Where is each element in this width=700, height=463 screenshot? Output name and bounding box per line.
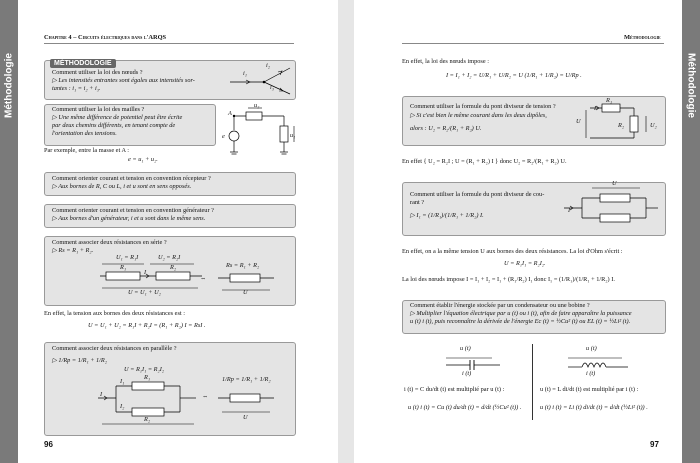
parallel-label-r2: R₂ — [144, 416, 151, 423]
example-text: Par exemple, entre la masse et A : — [44, 147, 129, 154]
left-page — [0, 0, 338, 463]
vd-label-u: U — [576, 118, 581, 125]
gutter — [338, 0, 354, 463]
series-u2: U₂ = R₂I — [158, 254, 181, 261]
header-rule — [44, 43, 294, 44]
mesh-circuit — [222, 104, 298, 162]
question: Comment utiliser la formule du pont diviseur de cou- — [410, 191, 545, 198]
vd-label-u2: U₂ — [650, 122, 657, 129]
answer-line: ▷ Les intensités entrantes sont égales aux intensités sor- — [52, 77, 195, 84]
current-divider-circuit — [562, 186, 660, 230]
page-number: 97 — [650, 440, 659, 449]
methodology-badge: MÉTHODOLOGIE — [50, 59, 116, 68]
paragraph-equation: I = I₁ + I₂ = U/R₁ + U/R₂ = U (1/R₁ + 1/R₂) = U/Rp . — [446, 72, 582, 79]
parallel-rp: 1/Rp = 1/R₁ + 1/R₂ — [222, 376, 271, 383]
label-u2: u₂ — [254, 102, 260, 109]
paragraph-equation: U = U₁ + U₂ = R₁I + R₂I = (R₁ + R₂) I = RsI . — [88, 322, 206, 329]
label-A: A — [228, 110, 232, 117]
page-number: 96 — [44, 440, 53, 449]
side-tab-right: Méthodologie — [682, 0, 700, 463]
header-rule — [402, 43, 664, 44]
paragraph: En effet, la tension aux bornes des deux résistances est : — [44, 310, 185, 317]
answer-line: ▷ Une même différence de potentiel peut être écrite — [52, 114, 183, 121]
answer-line: ▷ Multiplier l'équation électrique par u (t) ou i (t), afin de faire apparaître la puissance — [410, 310, 632, 317]
label-i3: i₃ — [270, 84, 274, 91]
series-circuit — [98, 262, 208, 292]
label-i2: i₂ — [266, 62, 270, 69]
paragraph: La loi des nœuds impose I = I₁ + I₂ = I₁ + (R₁/R₂) I₁ donc I₁ = (1/R₁)/(1/R₁ + 1/R₂) I. — [402, 276, 615, 283]
equivalence-symbol: ⇔ — [202, 393, 209, 400]
answer-line: ▷ Aux bornes d'un générateur, i et u sont dans le même sens. — [52, 215, 206, 222]
answer-line: ▷ Si c'est bien le même courant dans les deux dipôles, — [410, 112, 547, 119]
question: Comment utiliser la loi des mailles ? — [52, 106, 145, 113]
question: Comment associer deux résistances en parallèle ? — [52, 345, 177, 352]
cap-equation-1: i (t) = C du/dt (t) est multiplié par u (t) : — [404, 386, 505, 393]
cap-equation-2: u (t) i (t) = Cu (t) du/dt (t) = d/dt (½Cu² (t)) . — [408, 404, 522, 411]
example-equation: e = u₁ + u₂. — [128, 156, 158, 163]
inductor-symbol — [566, 356, 632, 370]
ind-label-u: u (t) — [586, 345, 597, 352]
cd-label-u: U — [612, 180, 617, 187]
right-page — [354, 0, 700, 463]
answer-line: tantes : i₁ = i₂ + i₃. — [52, 85, 101, 92]
answer-line: alors : U₂ = R₂/(R₁ + R₂) U. — [410, 125, 482, 132]
vd-label-r2: R₂ — [618, 122, 625, 129]
question: Comment orienter courant et tension en convention récepteur ? — [52, 175, 211, 182]
cap-label-u: u (t) — [460, 345, 471, 352]
vd-label-i: I — [594, 105, 597, 112]
series-rs: Rs = R₁ + R₂ — [226, 262, 260, 269]
question: Comment utiliser la loi des nœuds ? — [52, 69, 143, 76]
question-line: rant ? — [410, 199, 425, 206]
parallel-eq-u: U — [243, 414, 248, 421]
ind-equation-1: u (t) = L di/dt (t) est multiplié par i (t) : — [540, 386, 639, 393]
series-label-i: I — [144, 269, 147, 276]
question: Comment utiliser la formule du pont diviseur de tension ? — [410, 103, 556, 110]
paragraph: En effet, la loi des nœuds impose : — [402, 58, 489, 65]
answer-line: ▷ Aux bornes de R, C ou L, i et u sont en sens opposés. — [52, 183, 192, 190]
parallel-u: U = R₁I₁ = R₂I₂ — [124, 366, 164, 373]
series-eq-u: U — [243, 289, 248, 296]
label-u1: u₁ — [290, 132, 296, 139]
column-divider — [532, 344, 533, 420]
section-header: Méthodologie — [624, 34, 661, 41]
series-sum: U = U₁ + U₂ — [128, 289, 161, 296]
question: Comment orienter courant et tension en convention générateur ? — [52, 207, 214, 214]
ind-equation-2: u (t) i (t) = Li (t) di/dt (t) = d/dt (½Li² (t)) . — [540, 404, 648, 411]
answer-line: ▷ 1/Rp = 1/R₁ + 1/R₂ — [52, 357, 107, 364]
answer-line: ▷ Rs = R₁ + R₂. — [52, 247, 94, 254]
side-tab-left: Méthodologie — [0, 0, 18, 463]
paragraph-equation: U = R₁I₁ = R₂I₂. — [504, 260, 546, 267]
parallel-label-i2: I₂ — [120, 403, 125, 410]
answer-line: l'orientation des tensions. — [52, 130, 117, 137]
node-diagram — [228, 62, 294, 96]
question: Comment établir l'énergie stockée par un condensateur ou une bobine ? — [410, 302, 590, 309]
cd-label-i: I — [568, 207, 571, 214]
ind-label-i: i (t) — [586, 370, 596, 377]
parallel-label-i: I — [100, 391, 103, 398]
capacitor-symbol — [444, 356, 504, 370]
paragraph-system: En effet { U₂ = R₂I ; U = (R₁ + R₂) I } donc U₂ = R₂/(R₁ + R₂) U. — [402, 158, 567, 165]
parallel-label-r1: R₁ — [144, 374, 151, 381]
answer-line: ▷ I₁ = (1/R₁)/(1/R₁ + 1/R₂) I. — [410, 212, 484, 219]
parallel-label-i1: I₁ — [120, 378, 125, 385]
question: Comment associer deux résistances en série ? — [52, 239, 167, 246]
series-label-r2: R₂ — [170, 264, 177, 271]
chapter-header: Chapitre 4 – Circuits électriques dans l'ARQS — [44, 34, 167, 41]
series-label-r1: R₁ — [120, 264, 127, 271]
equivalence-symbol: ⇔ — [200, 275, 207, 282]
label-i1: i₁ — [243, 70, 247, 77]
answer-line: u (t) i (t), puis reconnaître la dérivée de l'énergie Ec (t) = ½Cu² (t) ou EL (t) = ½Li² (t). — [410, 318, 631, 325]
paragraph: En effet, on a la même tension U aux bornes des deux résistances. La loi d'Ohm s'écrit : — [402, 248, 623, 255]
series-u1: U₁ = R₁I — [116, 254, 139, 261]
vd-label-r1: R₁ — [606, 97, 613, 104]
label-e: e — [222, 133, 225, 140]
cap-label-i: i (t) — [462, 370, 472, 377]
answer-line: par deux chemins différents, en tenant compte de — [52, 122, 176, 129]
